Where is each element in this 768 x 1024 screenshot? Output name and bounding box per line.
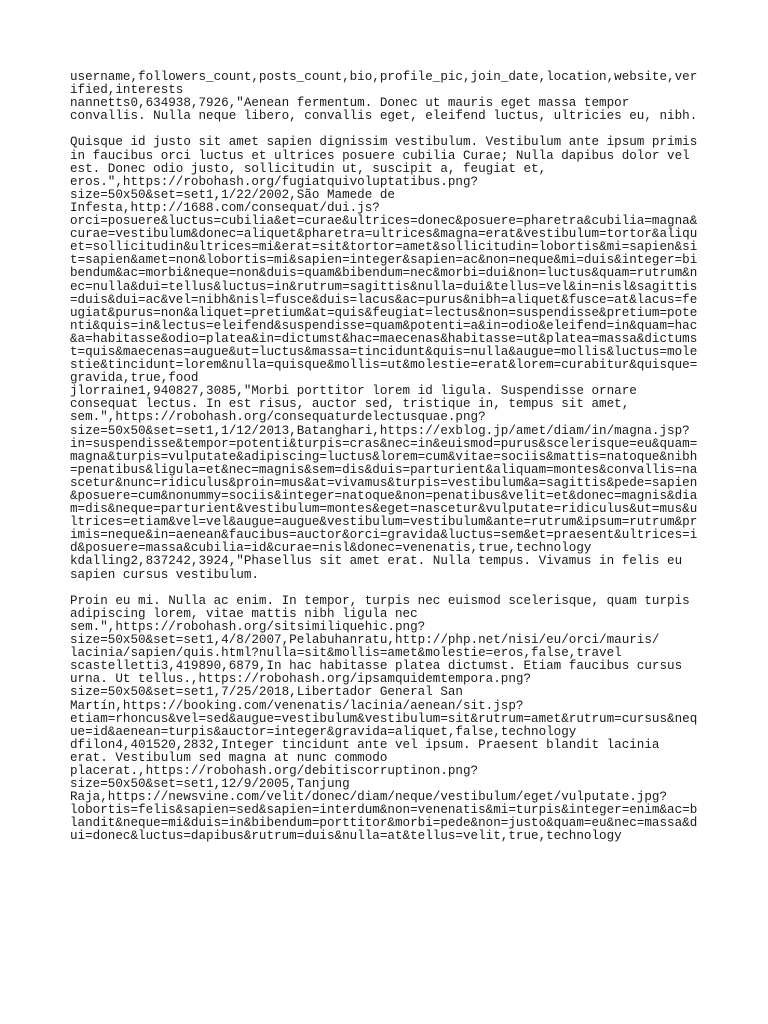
text-line: Quisque id justo sit amet sapien dignissim vestibulum. Vestibulum ante ipsum primis: [70, 135, 698, 150]
text-line: Proin eu mi. Nulla ac enim. In tempor, turpis nec euismod scelerisque, quam turpis: [70, 593, 690, 608]
text-line: nannetts0,634938,7926,"Aenean fermentum. Donec ut mauris eget massa tempor: [70, 96, 630, 111]
text-line: size=50x50&set=set1,4/8/2007,Pelabuhanratu,http://php.net/nisi/eu/orci/mauris/: [70, 633, 660, 648]
text-line: magna&turpis=vulputate&adipiscing=luctus&lorem=cum&vitae=sociis&mattis=natoque&nibh: [70, 449, 698, 464]
text-line: lacinia/sapien/quis.html?nulla=sit&mollis=amet&molestie=eros,false,travel: [70, 646, 622, 661]
text-line: nti&quis=in&lectus=eleifend&suspendisse=quam&potenti=a&in=odio&eleifend=in&quam=hac: [70, 318, 698, 333]
text-line: urna. Ut tellus.,https://robohash.org/ipsamquidemtempora.png?: [70, 672, 532, 687]
text-line: t=sapien&amet=non&lobortis=mi&sapien=integer&sapien=ac&non=neque&mi=duis&integer=bi: [70, 253, 698, 268]
text-line: in=suspendisse&tempor=potenti&turpis=cras&nec=in&euismod=purus&scelerisque=eu&quam=: [70, 436, 698, 451]
text-line: sem.",https://robohash.org/sitsimiliquehic.png?: [70, 619, 426, 634]
text-line: etiam=rhoncus&vel=sed&augue=vestibulum&vestibulum=sit&rutrum=amet&rutrum=cursus&neq: [70, 711, 698, 726]
text-line: adipiscing lorem, vitae mattis nibh ligula nec: [70, 606, 418, 621]
text-line: gravida,true,food: [70, 371, 199, 386]
text-line: =duis&dui=ac&vel=nibh&nisl=fusce&duis=lacus&ac=purus&nibh=aliquet&fusce=at&lacus=fe: [70, 292, 698, 307]
blank-line: [70, 582, 700, 595]
text-line: eros.",https://robohash.org/fugiatquivoluptatibus.png?: [70, 174, 479, 189]
text-line: username,followers_count,posts_count,bio,profile_pic,join_date,location,website,ver: [70, 70, 698, 84]
text-line: &posuere=cum&nonummy=sociis&integer=natoque&non=penatibus&velit=et&donec=magnis&dia: [70, 489, 698, 503]
text-line: kdalling2,837242,3924,"Phasellus sit amet erat. Nulla tempus. Vivamus in felis eu: [70, 554, 683, 569]
text-line: stie&tincidunt=lorem&nulla=quisque&mollis=ut&molestie=erat&lorem=curabitur&quisque=: [70, 358, 698, 373]
text-line: est. Donec odio justo, sollicitudin ut, suscipit a, feugiat et,: [70, 161, 547, 176]
text-line: consequat lectus. In est risus, auctor sed, tristique in, tempus sit amet,: [70, 397, 630, 412]
text-line: t=quis&maecenas=augue&ut=luctus&massa=tincidunt&quis=nulla&augue=mollis&luctus=mole: [70, 344, 698, 359]
text-line: imis=neque&in=aenean&faucibus=auctor&orci=gravida&luctus=sem&et=praesent&ultrices=i: [70, 528, 698, 543]
text-line: Raja,https://newsvine.com/velit/donec/diam/neque/vestibulum/eget/vulputate.jpg?: [70, 790, 668, 805]
text-line: size=50x50&set=set1,7/25/2018,Libertador General San: [70, 685, 463, 700]
text-line: Martín,https://booking.com/venenatis/lacinia/aenean/sit.jsp?: [70, 698, 524, 713]
text-line: sem.",https://robohash.org/consequaturdelectusquae.png?: [70, 410, 486, 425]
text-line: ified,interests: [70, 83, 184, 98]
document-page: [70, 71, 700, 844]
text-line: landit&neque=mi&duis=in&bibendum=porttitor&morbi=pede&non=justo&quam=eu&nec=massa&d: [70, 816, 698, 831]
text-line: =penatibus&ligula=et&nec=magnis&sem=dis&duis=parturient&aliquam=montes&convallis=na: [70, 462, 698, 477]
text-line: scastelletti3,419890,6879,In hac habitasse platea dictumst. Etiam faucibus cursus: [70, 659, 683, 674]
text-line: ec=nulla&dui=tellus&luctus=in&rutrum=sagittis&nulla=dui&tellus=vel&in=nisl&sagittis: [70, 279, 698, 294]
text-line: m=dis&neque=parturient&vestibulum=montes&eget=nascetur&vulputate=ridiculus&ut=mus&u: [70, 502, 698, 517]
text-line: orci=posuere&luctus=cubilia&et=curae&ultrices=donec&posuere=pharetra&cubilia=magna&: [70, 214, 698, 229]
text-line: ui=donec&luctus=dapibus&rutrum=duis&nulla=at&tellus=velit,true,technology: [70, 829, 622, 844]
text-line: ue=id&aenean=turpis&auctor=integer&gravida=aliquet,false,technology: [70, 724, 577, 739]
text-line: bendum&ac=morbi&neque=non&duis=quam&bibendum=nec&morbi=dui&non=luctus&quam=rutrum&n: [70, 266, 698, 281]
text-line: jlorraine1,940827,3085,"Morbi porttitor lorem id ligula. Suspendisse ornare: [70, 384, 637, 399]
text-line: convallis. Nulla neque libero, convallis eget, eleifend luctus, ultricies eu, nibh.: [70, 109, 698, 124]
text-line: d&posuere=massa&cubilia=id&curae=nisl&donec=venenatis,true,technology: [70, 541, 592, 556]
text-line: et=sollicitudin&ultrices=mi&erat=sit&tortor=amet&sollicitudin=lobortis&mi=sapien&si: [70, 240, 698, 255]
text-line: lobortis=felis&sapien=sed&sapien=interdum&non=venenatis&mi=turpis&integer=enim&ac=b: [70, 803, 698, 818]
text-line: scetur&nunc=ridiculus&proin=mus&at=vivamus&turpis=vestibulum&a=sagittis&pede=sapien: [70, 475, 698, 490]
text-line: ltrices=etiam&vel=vel&augue=augue&vestibulum=vestibulum&ante=rutrum&ipsum=rutrum&pr: [70, 515, 698, 530]
text-line: dfilon4,401520,2832,Integer tincidunt ante vel ipsum. Praesent blandit lacinia: [70, 737, 660, 752]
text-line: sapien cursus vestibulum.: [70, 567, 259, 582]
text-line: ugiat&purus=non&aliquet=pretium&at=quis&feugiat=lectus&non=suspendisse&pretium=pote: [70, 305, 698, 320]
text-line: curae=vestibulum&donec=aliquet&pharetra=ultrices&magna=erat&vestibulum=tortor&aliqu: [70, 227, 698, 242]
text-line: Infesta,http://1688.com/consequat/dui.js?: [70, 200, 380, 215]
text-line: in faucibus orci luctus et ultrices posuere cubilia Curae; Nulla dapibus dolor vel: [70, 148, 690, 163]
text-line: size=50x50&set=set1,1/12/2013,Batanghari,https://exblog.jp/amet/diam/in/magna.jsp?: [70, 423, 690, 438]
text-line: &a=habitasse&odio=platea&in=dictumst&hac=maecenas&habitasse=ut&platea=massa&dictums: [70, 331, 698, 346]
text-line: size=50x50&set=set1,12/9/2005,Tanjung: [70, 777, 350, 792]
text-line: erat. Vestibulum sed magna at nunc commodo: [70, 750, 388, 765]
text-line: size=50x50&set=set1,1/22/2002,São Mamede de: [70, 187, 395, 202]
text-line: placerat.,https://robohash.org/debitiscorruptinon.png?: [70, 763, 479, 778]
